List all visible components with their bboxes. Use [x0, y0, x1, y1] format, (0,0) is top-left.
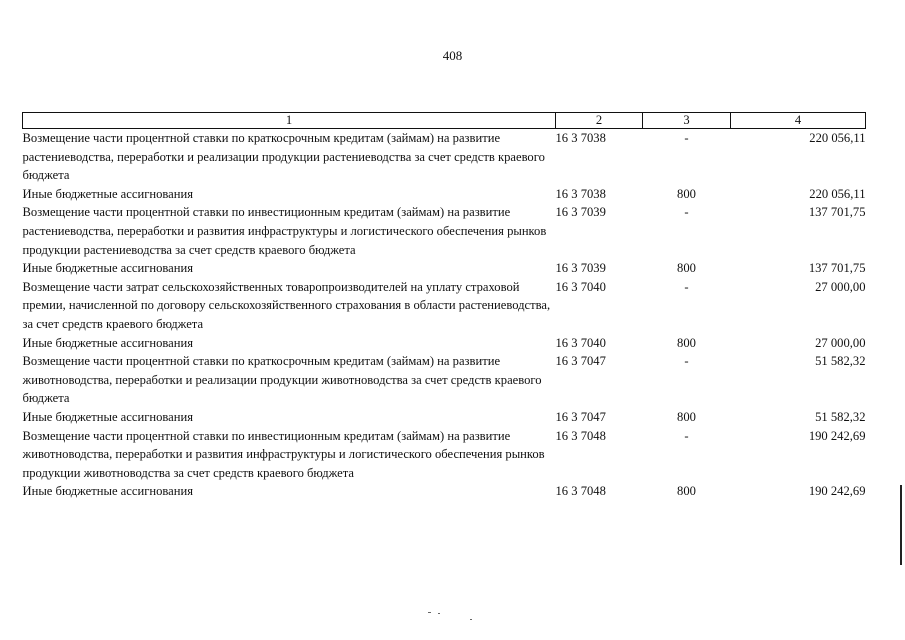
row-amount: 27 000,00 — [815, 335, 866, 350]
table-row — [23, 278, 866, 334]
row-code: 16 3 7038 — [555, 131, 606, 145]
row-name: Иные бюджетные ассигнования — [22, 335, 194, 350]
table-row — [23, 334, 866, 353]
row-amount: 137 701,75 — [808, 205, 866, 220]
row-name: Возмещение части затрат сельскохозяйственных товаропроизводителей на уплату страховой премии, начисленной по договору сельскохозяйственного страхования в области растениеводства, за счет средств краевого бюджета — [22, 279, 551, 331]
row-name: Возмещение части процентной ставки по краткосрочным кредитам (займам) на развитие растениеводства, переработки и реализации продукции растениеводства за счет средств краевого бюджета — [22, 131, 545, 183]
row-type: 800 — [677, 409, 696, 424]
header-col-2: 2 — [556, 113, 643, 129]
row-type: - — [684, 428, 689, 443]
row-code: 16 3 7039 — [555, 205, 606, 220]
row-type: - — [684, 131, 689, 145]
table-row — [23, 352, 866, 408]
row-name: Возмещение части процентной ставки по инвестиционным кредитам (займам) на развитие животноводства, переработки и развития инфраструктуры и логистического обеспечения рынков продукции животноводства за счет средств краевого бюджета — [22, 428, 545, 480]
table-header — [23, 113, 866, 129]
header-col-3: 3 — [643, 113, 731, 129]
row-name: Иные бюджетные ассигнования — [22, 484, 194, 499]
row-amount: 220 056,11 — [809, 186, 866, 201]
header-col-1: 1 — [23, 113, 556, 129]
row-type: - — [684, 279, 689, 294]
table-row — [23, 259, 866, 278]
row-name: Иные бюджетные ассигнования — [22, 186, 194, 201]
row-name: Возмещение части процентной ставки по краткосрочным кредитам (займам) на развитие животноводства, переработки и реализации продукции животноводства за счет средств краевого бюджета — [22, 354, 542, 406]
table-row — [23, 185, 866, 204]
row-amount: 51 582,32 — [815, 409, 866, 424]
row-code: 16 3 7039 — [555, 261, 606, 276]
page-number: 408 — [442, 48, 463, 63]
budget-table — [22, 112, 866, 501]
scan-edge-mark — [900, 485, 902, 565]
table-row — [23, 129, 866, 185]
row-code: 16 3 7048 — [555, 484, 606, 499]
row-amount: 190 242,69 — [808, 428, 866, 443]
table-row — [23, 203, 866, 259]
row-code: 16 3 7040 — [555, 279, 606, 294]
row-amount: 220 056,11 — [809, 131, 866, 145]
scan-speck — [428, 612, 431, 613]
row-name: Иные бюджетные ассигнования — [22, 261, 194, 276]
row-amount: 51 582,32 — [815, 354, 866, 369]
row-name: Возмещение части процентной ставки по инвестиционным кредитам (займам) на развитие растениеводства, переработки и развития инфраструктуры и логистического обеспечения рынков продукции растениеводства за счет средств краевого бюджета — [22, 205, 547, 257]
row-code: 16 3 7048 — [555, 428, 606, 443]
row-type: - — [684, 205, 689, 220]
row-code: 16 3 7040 — [555, 335, 606, 350]
row-type: 800 — [677, 186, 696, 201]
scan-speck — [470, 619, 472, 620]
row-name: Иные бюджетные ассигнования — [22, 409, 194, 424]
row-type: 800 — [677, 335, 696, 350]
row-type: 800 — [677, 261, 696, 276]
table-row — [23, 427, 866, 483]
header-col-4: 4 — [731, 113, 866, 129]
row-code: 16 3 7038 — [555, 186, 606, 201]
row-type: 800 — [677, 484, 696, 499]
table-body — [23, 129, 866, 501]
header-row — [23, 113, 866, 129]
table-row — [23, 482, 866, 501]
row-code: 16 3 7047 — [555, 409, 606, 424]
row-amount: 27 000,00 — [815, 279, 866, 294]
table-row — [23, 408, 866, 427]
row-amount: 190 242,69 — [808, 484, 866, 499]
row-amount: 137 701,75 — [808, 261, 866, 276]
row-type: - — [684, 354, 689, 369]
row-code: 16 3 7047 — [555, 354, 606, 369]
scan-speck — [438, 613, 440, 614]
